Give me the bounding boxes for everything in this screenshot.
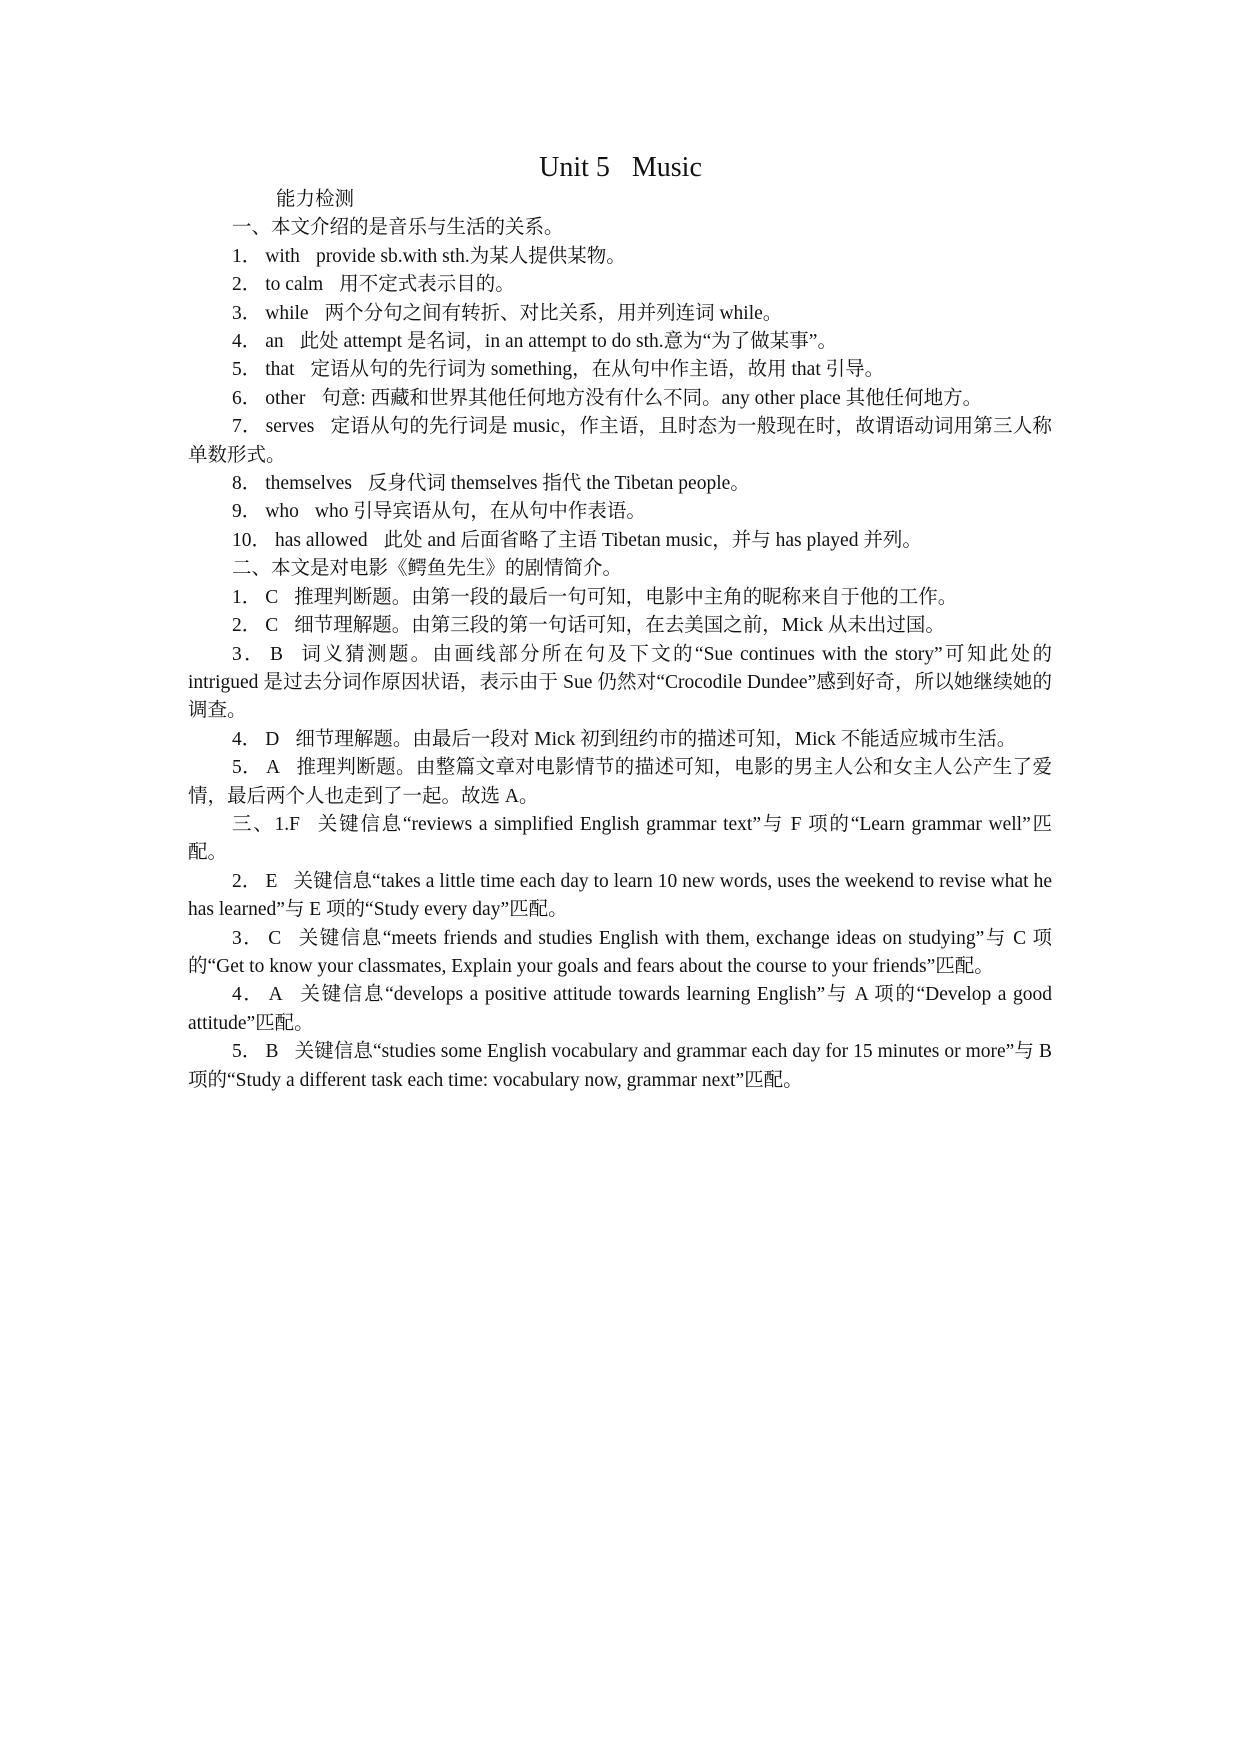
item-answer: to calm (265, 274, 324, 296)
item-answer: C (268, 927, 282, 949)
item-number: 3． (232, 927, 265, 949)
item-answer: E (265, 870, 278, 892)
item-number: 3． (232, 643, 266, 665)
item-number: 5． (232, 757, 263, 779)
item-number: 5． (232, 1041, 262, 1063)
item-explanation: 关键信息“develops a positive attitude towards learning English”与 A 项的“Develop a good attitude”匹配。 (188, 984, 1052, 1034)
unit-label: Unit 5 (539, 152, 610, 183)
item-number: 7． (232, 416, 262, 438)
item-answer: themselves (265, 473, 352, 495)
part2-list (188, 584, 1052, 811)
list-item (188, 271, 1052, 299)
item-answer: B (269, 643, 283, 665)
item-explanation: who 引导宾语从句，在从句中作表语。 (314, 501, 646, 523)
item-answer: C (265, 586, 279, 608)
item-explanation: 此处 and 后面省略了主语 Tibetan music，并与 has played 并列。 (383, 529, 922, 551)
item-number: 8． (232, 473, 262, 495)
item-answer: that (265, 359, 295, 381)
item-answer: an (265, 331, 284, 353)
list-item (188, 981, 1052, 1038)
item-answer: serves (265, 416, 315, 438)
item-answer: other (265, 387, 306, 409)
item-number: 10． (232, 529, 272, 551)
item-number: 1． (232, 586, 262, 608)
item-answer: A (268, 984, 283, 1006)
item-answer: C (265, 615, 279, 637)
item-explanation: 细节理解题。由最后一段对 Mick 初到纽约市的描述可知，Mick 不能适应城市生活。 (295, 728, 1017, 750)
item-number: 3． (232, 302, 262, 324)
item-explanation: 词义猜测题。由画线部分所在句及下文的“Sue continues with the story”可知此处的 intrigued 是过去分词作原因状语，表示由于 Sue 仍然对“Crocodile Dundee”感到好奇，所以她继续她的调查。 (188, 643, 1052, 722)
item-explanation: 此处 attempt 是名词，in an attempt to do sth.意为“为了做某事”。 (299, 331, 837, 353)
item-explanation: 反身代词 themselves 指代 the Tibetan people。 (367, 473, 750, 495)
item-explanation: 关键信息“takes a little time each day to learn 10 new words, uses the weekend to revise what he has learned”与 E 项的“Study every day”匹配。 (188, 870, 1052, 921)
item-number: 4． (232, 728, 262, 750)
list-item (188, 328, 1052, 356)
item-answer: D (265, 728, 280, 750)
section-label: 能力检测 (276, 189, 355, 210)
item-answer: with (265, 245, 300, 267)
list-item (188, 300, 1052, 328)
list-item (188, 754, 1052, 811)
item-explanation: 定语从句的先行词是 music，作主语，且时态为一般现在时，故谓语动词用第三人称单数形式。 (188, 416, 1052, 466)
item-explanation: 句意: 西藏和世界其他任何地方没有什么不同。any other place 其他任何地方。 (321, 387, 983, 409)
item-explanation: 两个分句之间有转折、对比关系，用并列连词 while。 (324, 302, 783, 324)
item-explanation: 关键信息“studies some English vocabulary and grammar each day for 15 minutes or more”与 B 项的“Study a different task each time: vocabulary now, grammar next”匹配。 (188, 1041, 1052, 1091)
item-number: 4． (232, 984, 265, 1006)
list-item (188, 726, 1052, 754)
part3-list (188, 811, 1052, 1095)
item-number: 1． (232, 245, 262, 267)
item-number: 5． (232, 359, 262, 381)
list-item (188, 527, 1052, 555)
item-answer: F (289, 813, 301, 835)
list-item (188, 243, 1052, 271)
item-explanation: 用不定式表示目的。 (339, 274, 515, 296)
item-answer: has allowed (275, 529, 368, 551)
list-item (188, 641, 1052, 726)
item-explanation: 推理判断题。由整篇文章对电影情节的描述可知，电影的男主人公和女主人公产生了爱情，最后两个人也走到了一起。故选 A。 (188, 757, 1052, 807)
list-item (188, 413, 1052, 470)
list-item (188, 470, 1052, 498)
item-answer: while (265, 302, 309, 324)
list-item (188, 925, 1052, 982)
item-explanation: 关键信息“meets friends and studies English with them, exchange ideas on studying”与 C 项的“Get to know your classmates, Explain your goals and fears about the course to your friends”匹配。 (188, 927, 1052, 977)
item-number: 2． (232, 615, 262, 637)
list-item (188, 612, 1052, 640)
list-item (188, 1038, 1052, 1095)
item-number: 4． (232, 331, 262, 353)
answer-content (188, 186, 1052, 1095)
list-item (188, 498, 1052, 526)
item-explanation: 定语从句的先行词为 something，在从句中作主语，故用 that 引导。 (310, 359, 885, 381)
item-answer: B (265, 1041, 279, 1063)
item-answer: who (265, 501, 299, 523)
list-item (188, 385, 1052, 413)
item-number: 2． (232, 274, 262, 296)
item-number: 9． (232, 501, 262, 523)
item-explanation: 细节理解题。由第三段的第一句话可知，在去美国之前，Mick 从未出过国。 (294, 615, 945, 637)
item-explanation: 关键信息“reviews a simplified English grammar text”与 F 项的“Learn grammar well”匹配。 (188, 813, 1052, 864)
list-item (188, 356, 1052, 384)
part1-heading: 一、本文介绍的是音乐与生活的关系。 (232, 217, 564, 239)
item-explanation: provide sb.with sth.为某人提供某物。 (315, 245, 626, 267)
part2-heading: 二、本文是对电影《鳄鱼先生》的剧情简介。 (232, 558, 623, 580)
part1-list (188, 243, 1052, 555)
page-title (0, 150, 1241, 186)
item-number: 6． (232, 387, 262, 409)
unit-topic: Music (631, 152, 702, 183)
item-number: 2． (232, 870, 262, 892)
item-answer: A (266, 757, 281, 779)
list-item (188, 811, 1052, 868)
item-explanation: 推理判断题。由第一段的最后一句可知，电影中主角的昵称来自于他的工作。 (294, 586, 958, 608)
list-item (188, 868, 1052, 925)
list-item (188, 584, 1052, 612)
item-number: 三、1. (232, 813, 290, 835)
